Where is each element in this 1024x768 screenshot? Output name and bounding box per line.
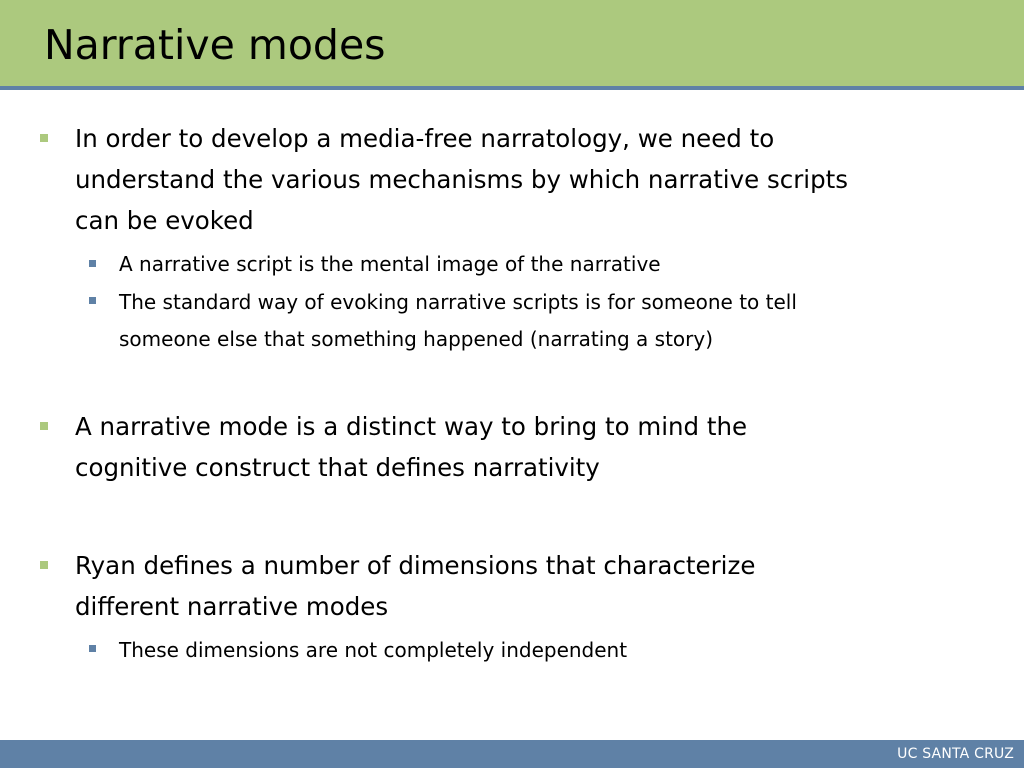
bullet-marker — [40, 134, 48, 142]
bullet-text: In order to develop a media-free narratology, we need to — [75, 124, 775, 153]
bullet-marker — [40, 422, 48, 430]
sub-bullet-marker — [89, 297, 96, 304]
bullet-text: different narrative modes — [75, 592, 389, 621]
slide-title: Narrative modes — [44, 21, 386, 69]
footer-institution: UC SANTA CRUZ — [897, 746, 1014, 762]
sub-bullet-text: someone else that something happened (narrating a story) — [119, 327, 714, 351]
sub-bullet-text: The standard way of evoking narrative scripts is for someone to tell — [119, 290, 797, 314]
bullet-text: understand the various mechanisms by which narrative scripts — [75, 165, 849, 194]
sub-bullet-marker — [89, 260, 96, 267]
sub-bullet-text: These dimensions are not completely independent — [119, 638, 628, 662]
footer-bar — [0, 740, 1024, 768]
sub-bullet-text: A narrative script is the mental image of the narrative — [119, 252, 661, 276]
sub-bullet-marker — [89, 645, 96, 652]
bullet-text: Ryan defines a number of dimensions that characterize — [75, 551, 756, 580]
bullet-text: A narrative mode is a distinct way to bring to mind the — [75, 412, 748, 441]
bullet-marker — [40, 561, 48, 569]
bullet-text: can be evoked — [75, 206, 254, 235]
bullet-text: cognitive construct that defines narrativity — [75, 453, 600, 482]
